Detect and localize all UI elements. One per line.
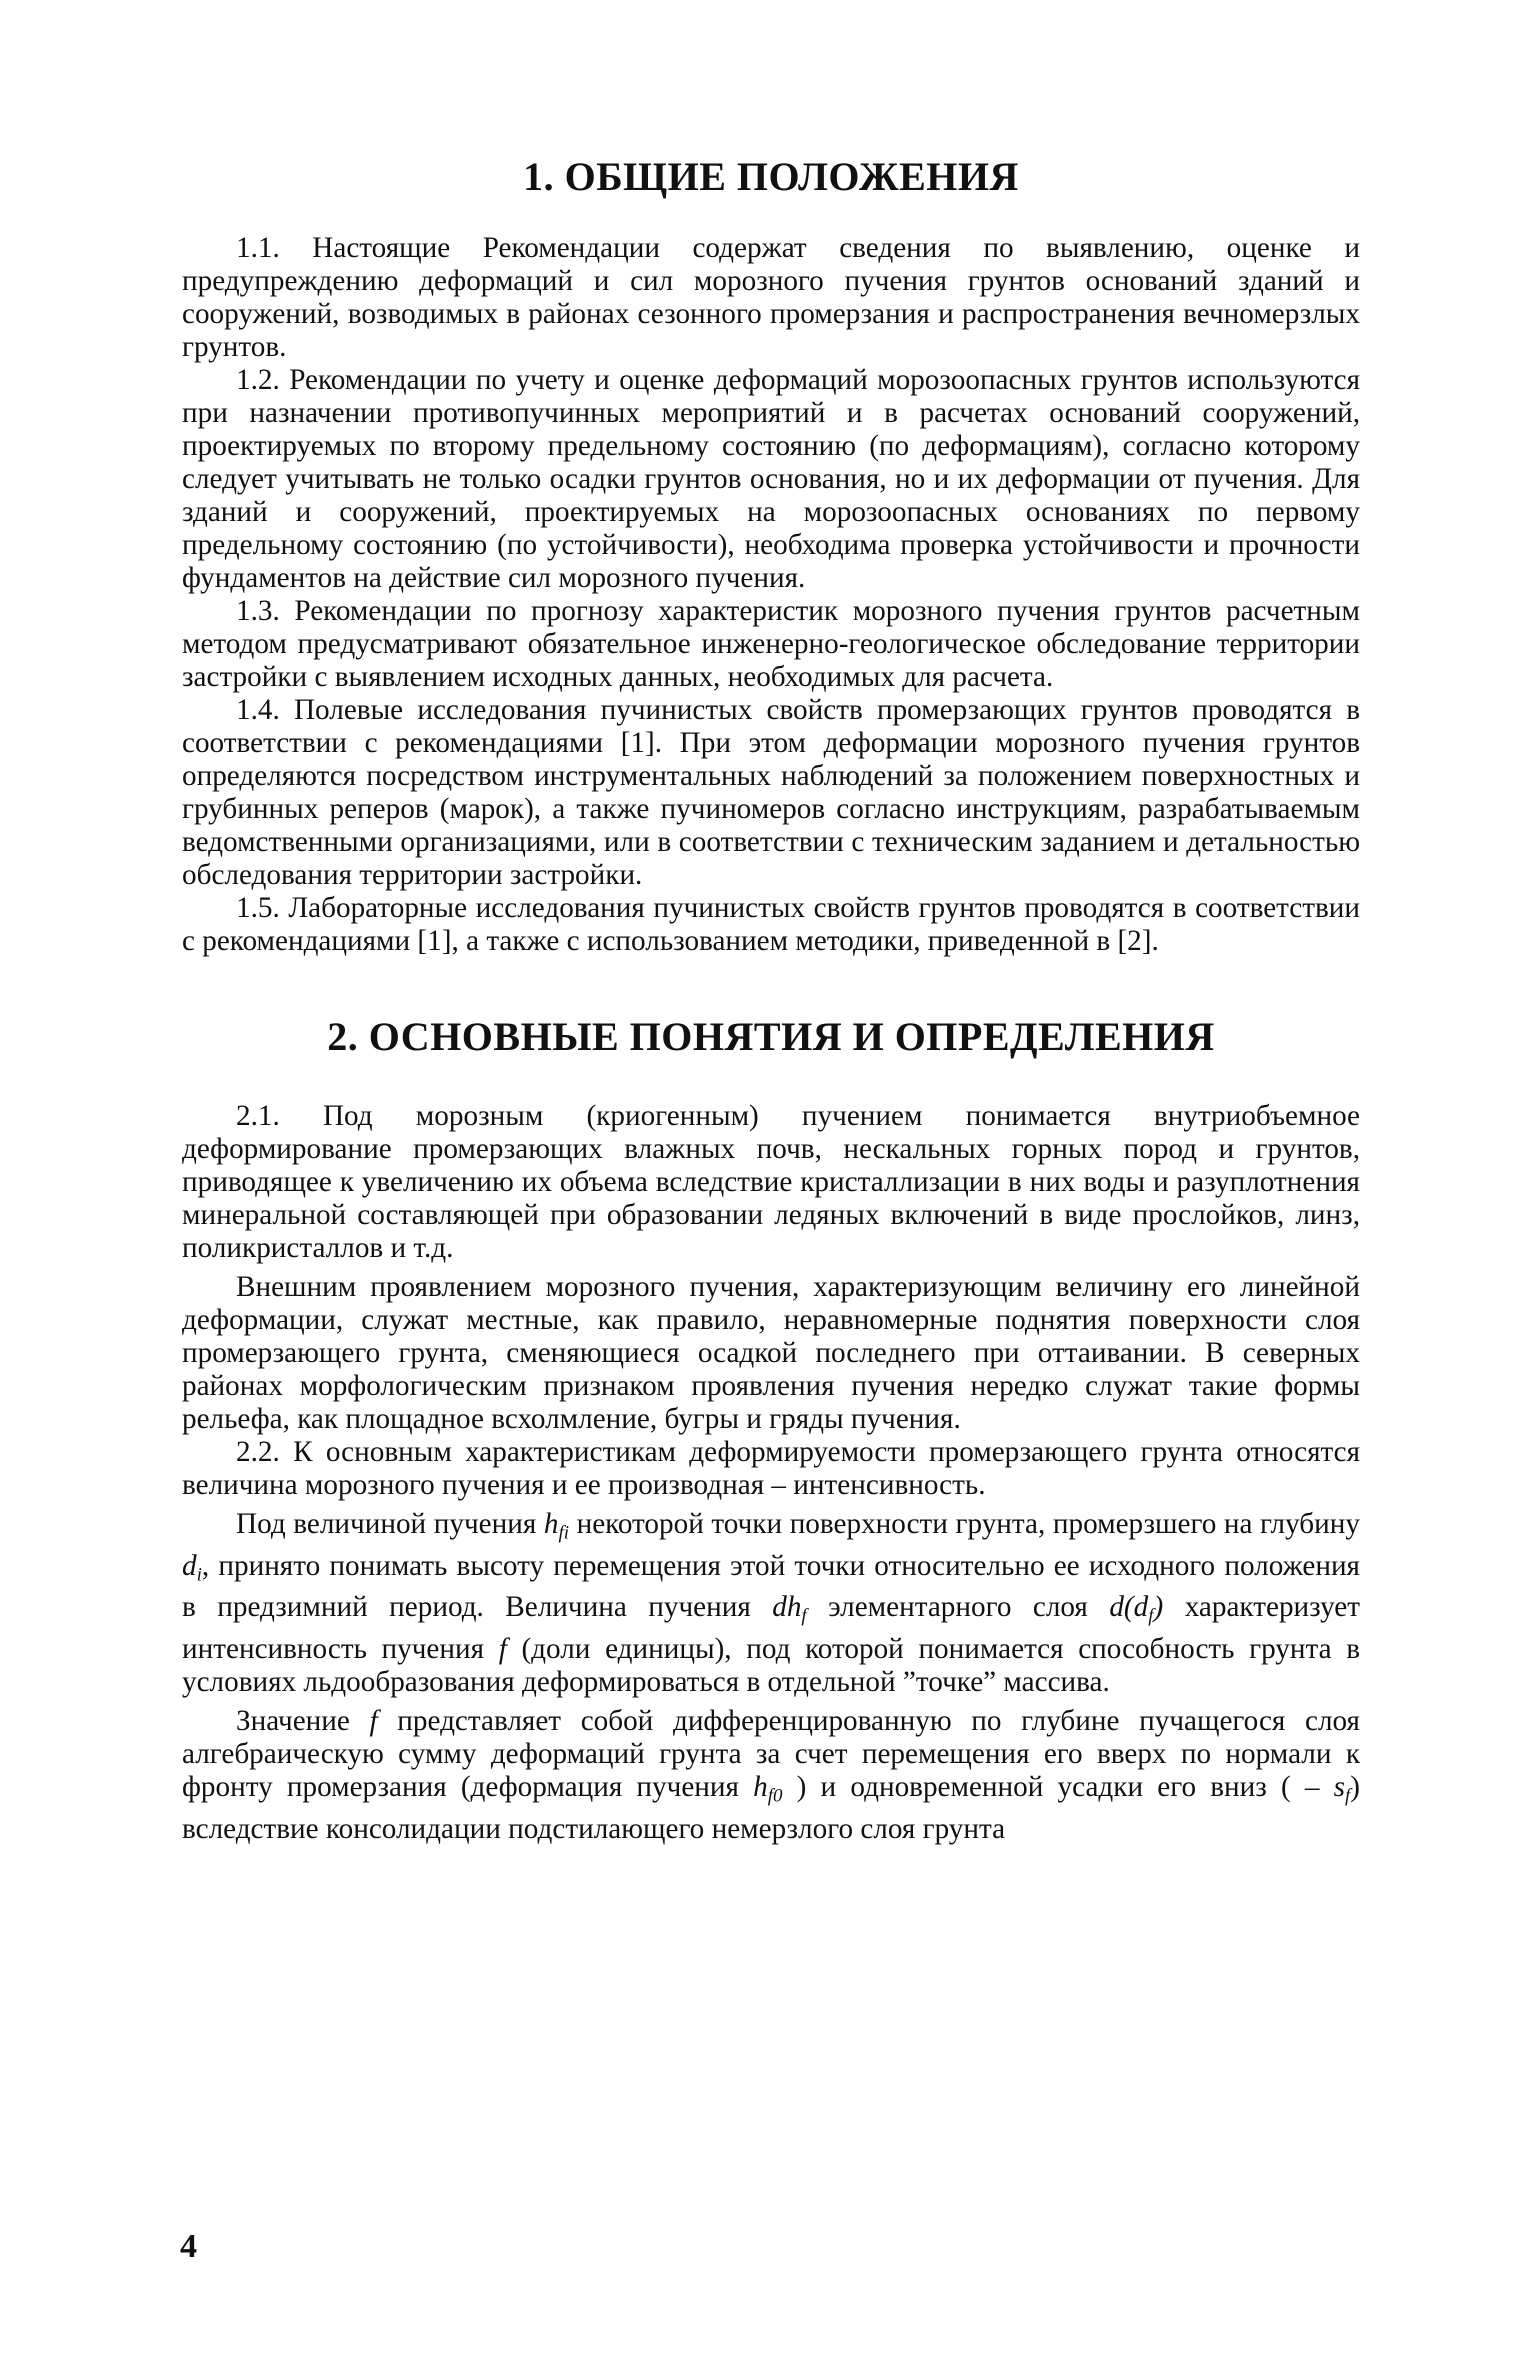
formula-h-f0 xyxy=(753,1771,783,1807)
formula-subscript: f xyxy=(1148,1606,1154,1628)
text-span: представляет собой дифференцированную по глубине пучащегося слоя алгебраическую сумму деформаций грунта за счет перемещения его вверх по нормали к фронту промерзания (деформация пучения xyxy=(182,1705,1360,1804)
formula-subscript: fi xyxy=(558,1522,569,1544)
formula-f: f xyxy=(498,1633,507,1666)
formula-s-f xyxy=(1333,1771,1351,1807)
text-span: ) вследствие консолидации подстилающего немерзлого слоя грунта xyxy=(182,1771,1360,1845)
formula-f: f xyxy=(369,1705,378,1738)
formula-symbol: dh xyxy=(772,1591,802,1624)
text-span: ) и одновременной усадки его вниз ( – xyxy=(782,1771,1334,1804)
formula-subscript: f0 xyxy=(767,1785,783,1807)
paragraph-1-2: 1.2. Рекомендации по учету и оценке деформаций морозоопасных грунтов используются при назначении противопучинных мероприятий и в расчетах оснований сооружений, проектируемых по второму предельному состоянию (по деформациям), согласно которому следует учитывать не только осадки грунтов основания, но и их деформации от пучения. Для зданий и сооружений, проектируемых на морозоопасных основаниях по первому предельному состоянию (по устойчивости), необходима проверка устойчивости и прочности фундаментов на действие сил морозного пучения. xyxy=(182,364,1360,594)
formula-symbol: d xyxy=(182,1549,197,1582)
formula-h-fi xyxy=(543,1508,569,1544)
section-2-title: 2. ОСНОВНЫЕ ПОНЯТИЯ И ОПРЕДЕЛЕНИЯ xyxy=(327,1014,1215,1059)
text-span: (доли единицы), под которой понимается способность грунта в условиях льдообразования деформироваться в отдельной ”точке” массива. xyxy=(182,1633,1361,1699)
paragraph-1-3: 1.3. Рекомендации по прогнозу характеристик морозного пучения грунтов расчетным методом предусматривают обязательное инженерно-геологическое обследование территории застройки с выявлением исходных данных, необходимых для расчета. xyxy=(182,595,1360,693)
text-span: , принято понимать высоту перемещения этой точки относительно ее исходного положения в предзимний период. Величина пучения xyxy=(182,1549,1360,1624)
section-2-body xyxy=(182,1100,1360,1846)
paragraph-f-value xyxy=(182,1705,1360,1846)
formula-symbol: ) xyxy=(1153,1591,1164,1624)
formula-subscript: f xyxy=(801,1606,807,1628)
paragraph-external-manifestation: Внешним проявлением морозного пучения, характеризующим величину его линейной деформации, служат местные, как правило, неравномерные поднятия поверхности слоя промерзающего грунта, сменяющиеся осадкой последнего при оттаивании. В северных районах морфологическим признаком проявления пучения нередко служат такие формы рельефа, как площадное всхолмление, бугры и гряды пучения. xyxy=(182,1271,1360,1435)
paragraph-heave-magnitude xyxy=(182,1508,1360,1699)
formula-d-d-f xyxy=(1109,1591,1164,1628)
page-number: 4 xyxy=(180,2228,197,2265)
formula-symbol: h xyxy=(753,1771,768,1804)
formula-dh-f xyxy=(772,1591,807,1628)
section-1-body xyxy=(182,232,1360,958)
formula-symbol: s xyxy=(1333,1771,1345,1804)
paragraph-2-1: 2.1. Под морозным (криогенным) пучением понимается внутриобъемное деформирование промерзающих влажных почв, нескальных горных пород и грунтов, приводящее к увеличению их объема вследствие кристаллизации в них воды и разуплотнения минеральной составляющей при образовании ледяных включений в виде прослойков, линз, поликристаллов и т.д. xyxy=(182,1100,1360,1264)
text-span: Под величиной пучения xyxy=(236,1508,544,1540)
text-span: элементарного слоя xyxy=(806,1591,1110,1624)
formula-d-i xyxy=(182,1549,202,1586)
text-span: Значение xyxy=(236,1705,370,1738)
page-content xyxy=(182,150,1360,1846)
text-span: некоторой точки поверхности грунта, промерзшего на глубину xyxy=(568,1508,1360,1540)
section-1-title: 1. ОБЩИЕ ПОЛОЖЕНИЯ xyxy=(523,154,1019,199)
paragraph-1-4: 1.4. Полевые исследования пучинистых свойств промерзающих грунтов проводятся в соответствии с рекомендациями [1]. При этом деформации морозного пучения грунтов определяются посредством инструментальных наблюдений за положением поверхностных и грубинных реперов (марок), а также пучиномеров согласно инструкциям, разрабатываемым ведомственными организациями, или в соответствии с техническим заданием и детальностью обследования территории застройки. xyxy=(182,694,1360,891)
paragraph-1-1: 1.1. Настоящие Рекомендации содержат сведения по выявлению, оценке и предупреждению деформаций и сил морозного пучения грунтов оснований зданий и сооружений, возводимых в районах сезонного промерзания и распространения вечномерзлых грунтов. xyxy=(182,232,1360,363)
formula-symbol: h xyxy=(543,1508,559,1540)
formula-symbol: d(d xyxy=(1109,1591,1149,1624)
paragraph-2-2: 2.2. К основным характеристикам деформируемости промерзающего грунта относятся величина морозного пучения и ее производная – интенсивность. xyxy=(182,1436,1360,1501)
formula-subscript: i xyxy=(196,1564,202,1586)
formula-subscript: f xyxy=(1344,1785,1351,1807)
text-span: характеризует интенсивность пучения xyxy=(182,1591,1360,1666)
paragraph-1-5: 1.5. Лабораторные исследования пучинистых свойств грунтов проводятся в соответствии с рекомендациями [1], а также с использованием методики, приведенной в [2]. xyxy=(182,892,1360,957)
